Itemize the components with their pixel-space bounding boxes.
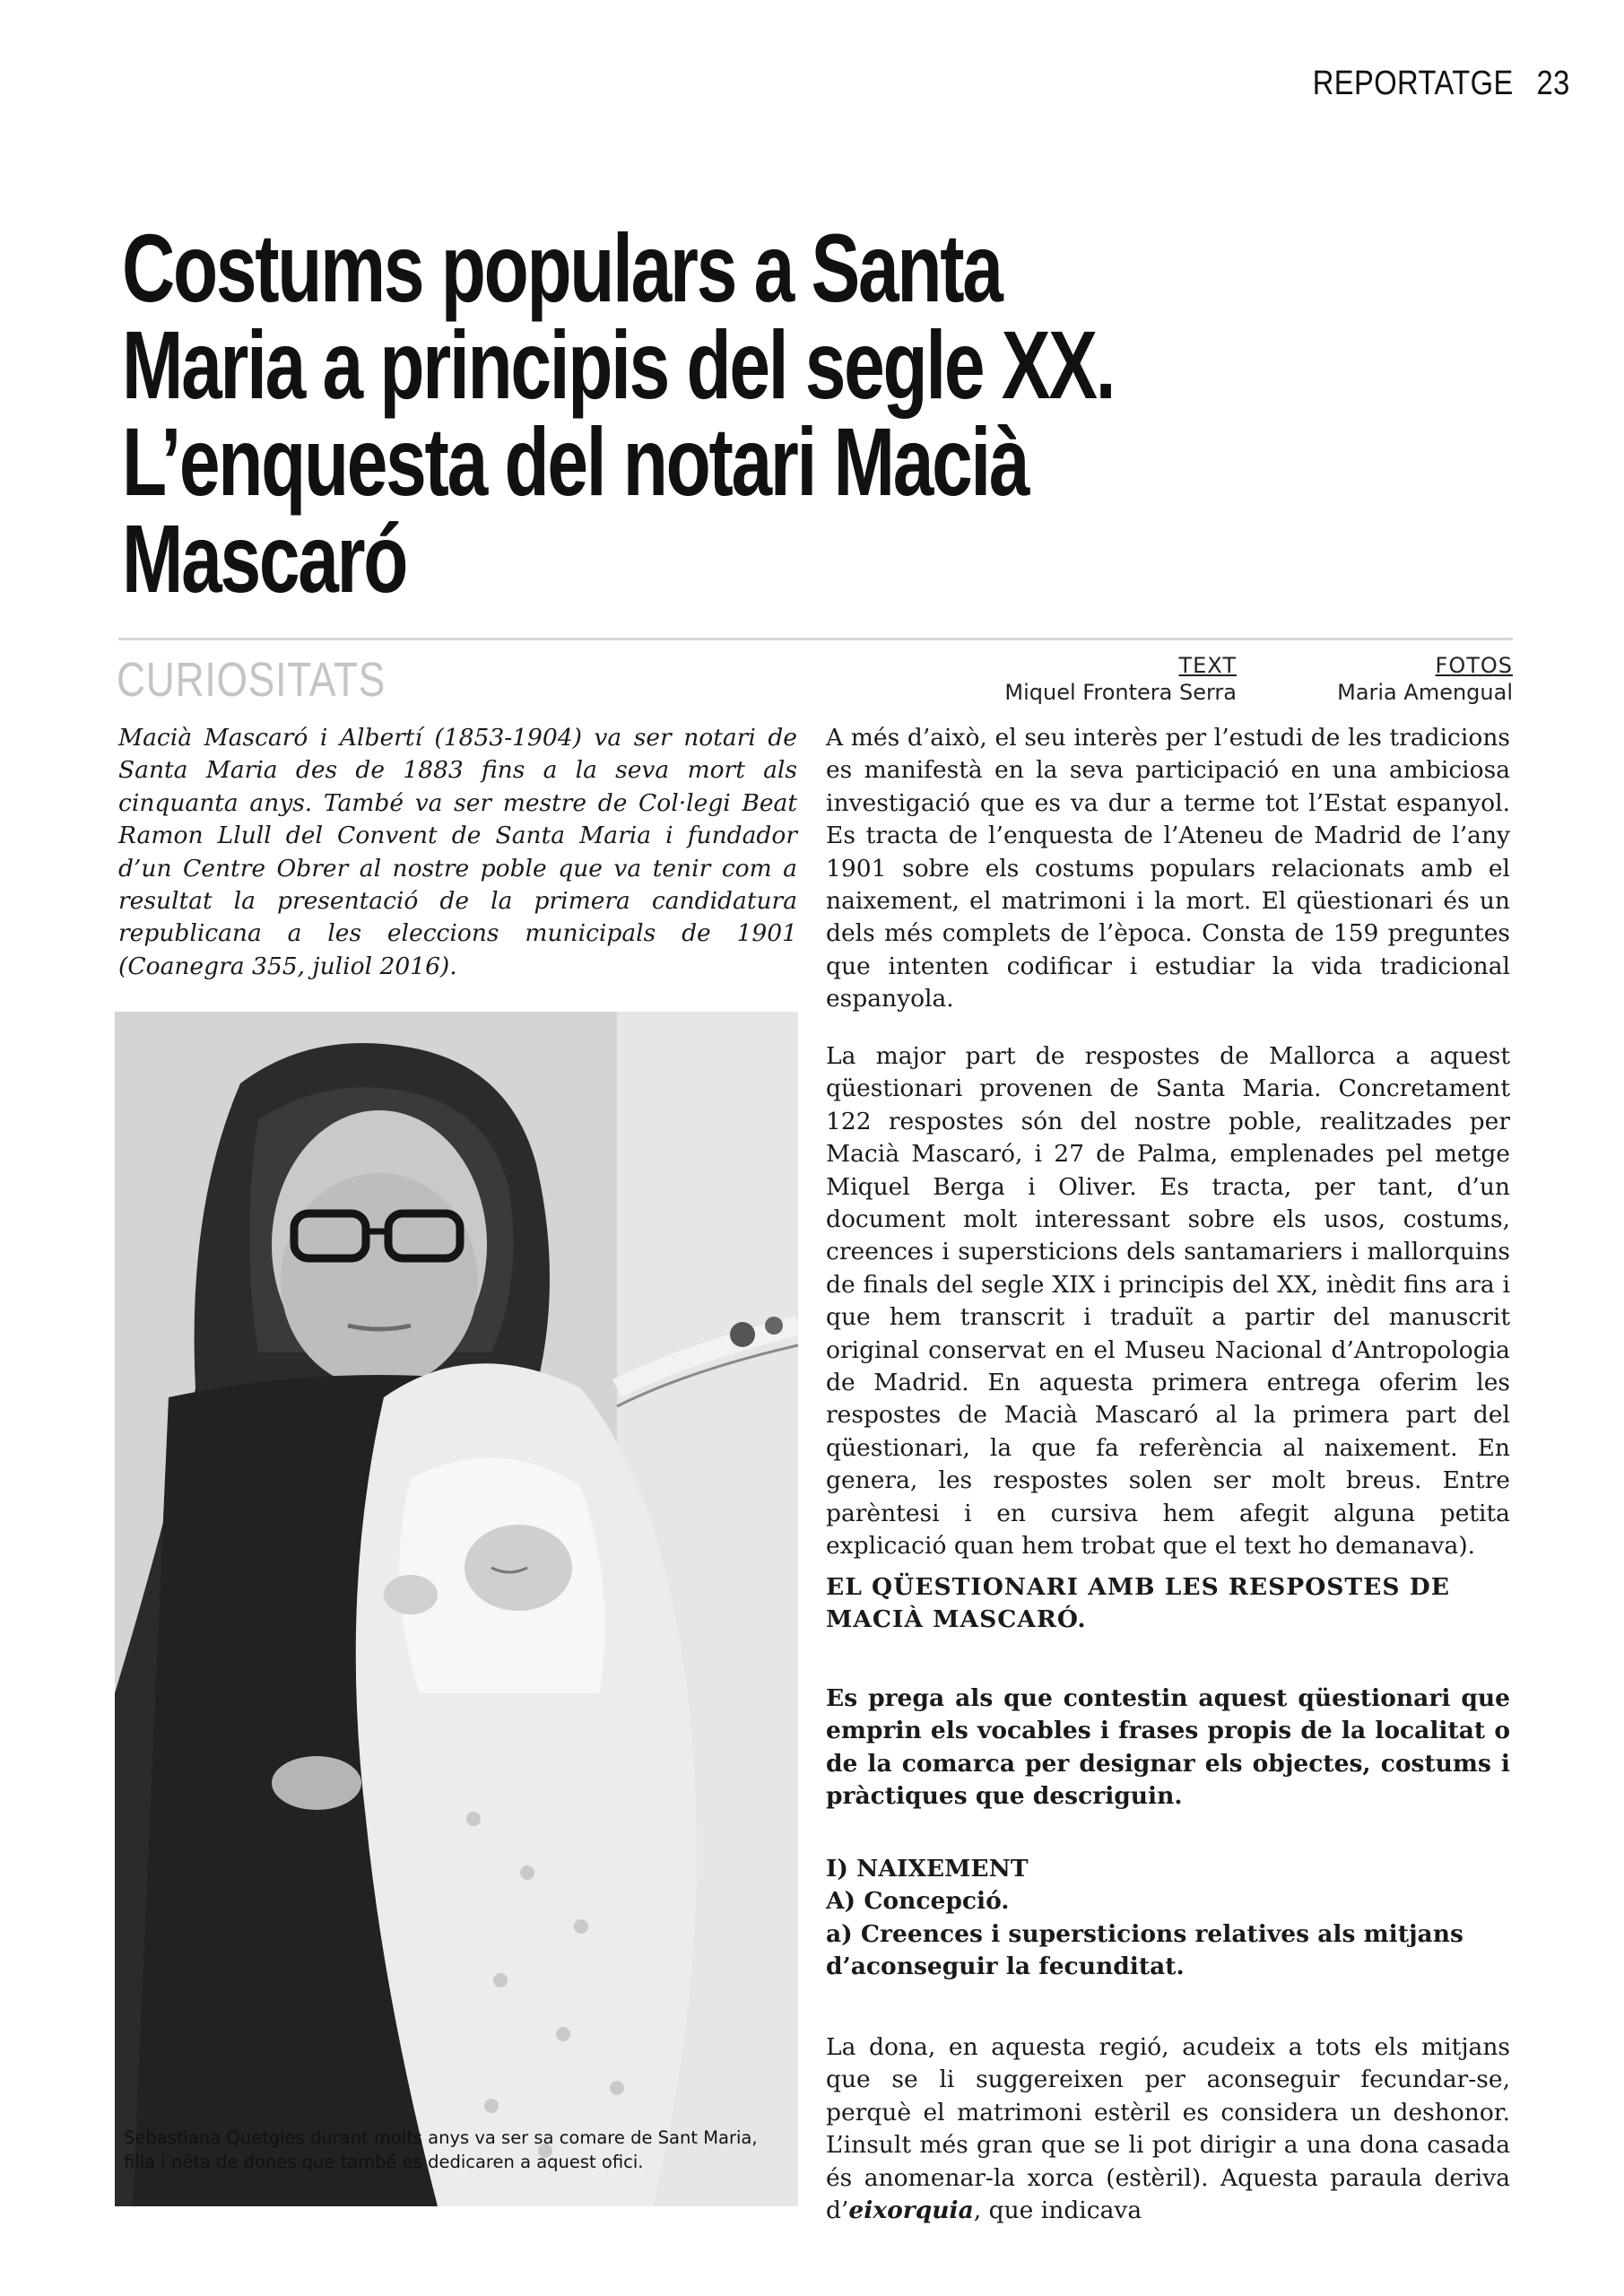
title-line: Maria a principis del segle XX. (122, 310, 1115, 419)
page-number: 23 (1536, 65, 1570, 102)
text-credit-label: TEXT (1178, 653, 1237, 678)
body-paragraph-1: A més d’això, el seu interès per l’estudi de les tradicions es manifestà en la seva participació en una ambiciosa investigació que es va dur a terme tot l’Estat espanyol. Es tracta de l’enquesta de l’Ateneu de Madrid de l’any 1901 sobre els costums populars relacionats amb el naixement, el matrimoni i la mort. El qüestionari és un dels més complets de l’època. Consta de 159 preguntes que intenten codificar i estudiar la vida tradicional espanyola. (826, 724, 1510, 1013)
article-photo (115, 1012, 798, 2206)
article-title (122, 213, 1115, 613)
questionnaire-outline (826, 1853, 1510, 1984)
text-credit (1004, 652, 1237, 706)
running-header (1313, 65, 1570, 103)
section-label: REPORTATGE (1312, 65, 1514, 102)
photo-illustration (115, 1012, 798, 2206)
lede-paragraph: Macià Mascaró i Albertí (1853-1904) va ser notari de Santa Maria des de 1883 fins a la seva mort als cinquanta anys. També va ser mestre de Col·legi Beat Ramon Llull del Convent de Santa Maria i fundador d’un Centre Obrer al nostre poble que va tenir com a resultat la presentació de la primera candidatura republicana a les eleccions municipals de 1901 (Coanegra 355, juliol 2016). (118, 724, 797, 980)
photo-credit-author: Maria Amengual (1337, 680, 1513, 705)
paragraph-3-start: La dona, en aquesta regió, acudeix a tots els mitjans que se li suggereixen per aconseguir fecundar-se, perquè el matrimoni estèril es considera un deshonor. L’insult més gran que se li pot dirigir a una dona casada és anomenar-la xorca (estèril). Aquesta paraula deriva d’ (826, 2033, 1510, 2225)
emphasized-term: eixorquia (848, 2196, 974, 2225)
title-line: L’enquesta del notari Macià (122, 407, 1029, 516)
outline-item: I) NAIXEMENT (826, 1855, 1029, 1883)
paragraph-3-end: , que indicava (973, 2196, 1142, 2225)
body-paragraph-3 (826, 2031, 1510, 2227)
questionnaire-instructions: Es prega als que contestin aquest qüestionari que emprin els vocables i frases propis de la localitat o de la comarca per designar els objectes, costums i pràctiques que descriguin. (826, 1684, 1510, 1811)
section-heading: EL QÜESTIONARI AMB LES RESPOSTES DE MACIÀ MASCARÓ. (826, 1573, 1450, 1634)
photo-credit (1337, 652, 1513, 706)
category-label: CURIOSITATS (117, 653, 386, 707)
photo-caption: Sebastiana Quetgles durant molts anys va ser sa comare de Sant Maria, filla i néta de dones que també es dedicaren a aquest ofici. (124, 2127, 758, 2172)
outline-item: A) Concepció. (826, 1887, 1010, 1916)
photo-credit-label: FOTOS (1435, 653, 1513, 678)
text-credit-author: Miquel Frontera Serra (1004, 680, 1237, 705)
title-line: Mascaró (122, 504, 407, 613)
outline-item: a) Creences i supersticions relatives als mitjans d’aconseguir la fecunditat. (826, 1919, 1463, 1981)
title-line: Costums populars a Santa (122, 213, 1002, 322)
title-divider (118, 638, 1513, 640)
body-paragraph-2: La major part de respostes de Mallorca a aquest qüestionari provenen de Santa Maria. Concretament 122 respostes són del nostre poble, realitzades per Macià Mascaró, i 27 de Palma, emplenades pel metge Miquel Berga i Oliver. Es tracta, per tant, d’un document molt interessant sobre els usos, costums, creences i supersticions dels santamariers i mallorquins de finals del segle XIX i principis del XX, inèdit fins ara i que hem transcrit i traduït a partir del manuscrit original conservat en el Museu Nacional d’Antropologia de Madrid. En aquesta primera entrega oferim les respostes de Macià Mascaró al la primera part del qüestionari, la que fa referència al naixement. En genera, les respostes solen ser molt breus. Entre parèntesi i en cursiva hem afegit alguna petita explicació quan hem trobat que el text ho demanava). (826, 1042, 1510, 1561)
